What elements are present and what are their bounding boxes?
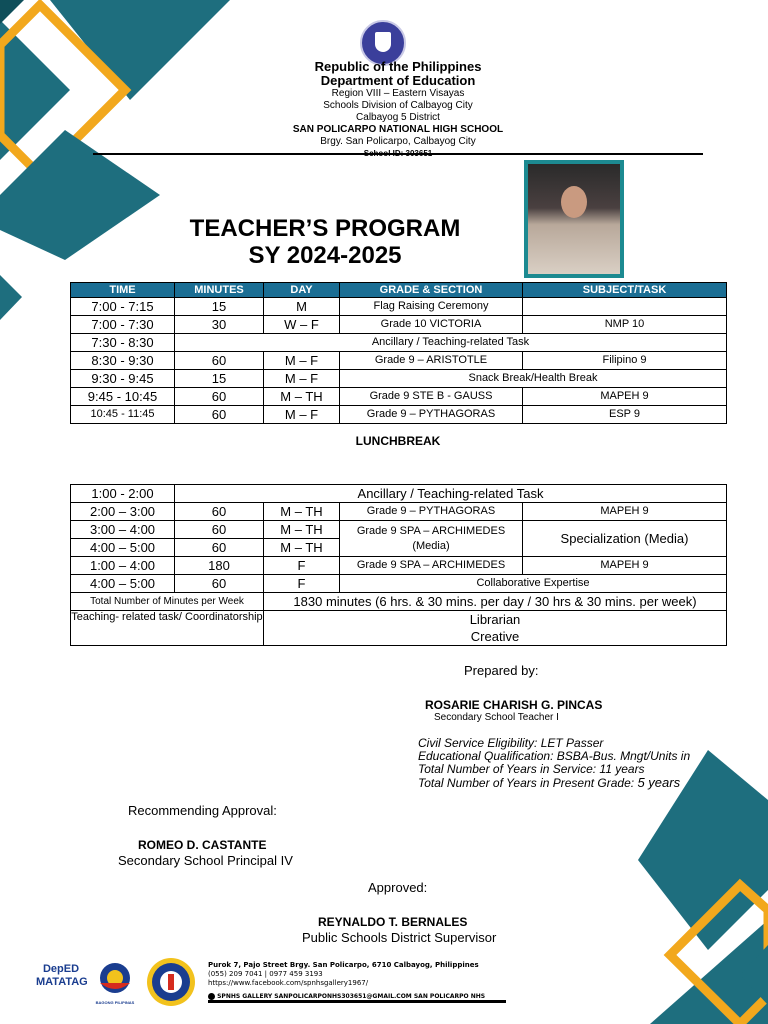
letterhead xyxy=(0,60,768,160)
footer-phone: (055) 209 7041 | 0977 459 3193 xyxy=(208,970,323,978)
section-cell: Grade 9 – ARISTOTLE xyxy=(340,352,523,370)
region-text: Region VIII – Eastern Visayas xyxy=(331,88,465,99)
approver-position: Public Schools District Supervisor xyxy=(302,930,497,945)
recommender-name: ROMEO D. CASTANTE xyxy=(138,838,267,852)
years-grade-text xyxy=(418,776,690,790)
column-header: TIME xyxy=(71,283,175,298)
morning-schedule-table xyxy=(70,282,727,424)
years-grade-label: Total Number of Years in Present Grade: xyxy=(418,776,635,790)
task-cell: Ancillary / Teaching-related Task xyxy=(175,334,727,352)
years-grade-value: 5 years xyxy=(637,775,681,790)
subject-cell: Filipino 9 xyxy=(523,352,727,370)
time-cell: 9:30 - 9:45 xyxy=(71,370,175,388)
day-cell: F xyxy=(264,575,340,593)
prepared-by-label: Prepared by: xyxy=(464,663,539,678)
top-left-decoration xyxy=(0,0,240,330)
years-service-text: Total Number of Years in Service: 11 years xyxy=(418,762,645,776)
table-row xyxy=(71,503,727,521)
column-header: SUBJECT/TASK xyxy=(523,283,727,298)
section-cell: Flag Raising Ceremony xyxy=(340,298,523,316)
time-cell: 10:45 - 11:45 xyxy=(71,406,175,424)
table-row xyxy=(71,334,727,352)
time-cell: 2:00 – 3:00 xyxy=(71,503,175,521)
table-row xyxy=(71,298,727,316)
table-row xyxy=(71,557,727,575)
task-librarian: Librarian xyxy=(469,612,521,627)
total-minutes-label: Total Number of Minutes per Week xyxy=(71,593,264,611)
afternoon-schedule-table xyxy=(70,484,727,646)
school-seal-logo xyxy=(146,957,196,1007)
section-cell: Grade 9 SPA – ARCHIMEDES xyxy=(340,557,523,575)
facebook-icon xyxy=(208,993,215,1000)
table-row xyxy=(71,316,727,334)
division-text: Schools Division of Calbayog City xyxy=(323,100,473,111)
table-header-row xyxy=(71,283,727,298)
column-header: DAY xyxy=(264,283,340,298)
footer xyxy=(20,955,510,1010)
column-header: GRADE & SECTION xyxy=(340,283,523,298)
time-cell: 4:00 – 5:00 xyxy=(71,539,175,557)
subject-cell: MAPEH 9 xyxy=(523,388,727,406)
time-cell: 3:00 – 4:00 xyxy=(71,521,175,539)
day-cell: M – TH xyxy=(264,539,340,557)
page-title xyxy=(160,215,490,269)
footer-rule xyxy=(208,1000,506,1003)
preparer-position: Secondary School Teacher I xyxy=(434,712,559,723)
time-cell: 1:00 – 4:00 xyxy=(71,557,175,575)
eligibility-text: Civil Service Eligibility: LET Passer xyxy=(418,736,604,750)
day-cell: W – F xyxy=(264,316,340,334)
table-row xyxy=(71,611,727,646)
minutes-cell: 15 xyxy=(175,370,264,388)
time-cell: 1:00 - 2:00 xyxy=(71,485,175,503)
school-name: SAN POLICARPO NATIONAL HIGH SCHOOL xyxy=(292,124,504,135)
district-text: Calbayog 5 District xyxy=(356,112,440,123)
deped-matatag-logo: DepED MATATAG xyxy=(36,963,88,988)
task-cell: Collaborative Expertise xyxy=(340,575,727,593)
title-line-1: TEACHER’S PROGRAM xyxy=(189,215,461,242)
table-row xyxy=(71,388,727,406)
time-cell: 8:30 - 9:30 xyxy=(71,352,175,370)
minutes-cell: 60 xyxy=(175,352,264,370)
subject-cell: NMP 10 xyxy=(523,316,727,334)
subject-cell: Specialization (Media) xyxy=(523,521,727,557)
section-cell: Grade 9 – PYTHAGORAS xyxy=(340,503,523,521)
minutes-cell: 60 xyxy=(175,503,264,521)
teaching-task-label: Teaching- related task/ Coordinatorship xyxy=(71,611,264,646)
day-cell: F xyxy=(264,557,340,575)
minutes-cell: 15 xyxy=(175,298,264,316)
table-row xyxy=(71,593,727,611)
day-cell: M – TH xyxy=(264,503,340,521)
approver-name: REYNALDO T. BERNALES xyxy=(318,915,468,929)
footer-contact xyxy=(208,961,485,1001)
footer-socials: SPNHS GALLERY SANPOLICARPONHS303651@GMAIL.COM SAN POLICARPO NHS xyxy=(208,992,485,1001)
department-text: Department of Education xyxy=(320,73,476,88)
table-row xyxy=(71,521,727,539)
time-cell: 4:00 – 5:00 xyxy=(71,575,175,593)
preparer-credentials xyxy=(418,737,690,790)
section-cell: Grade 9 SPA – ARCHIMEDES (Media) xyxy=(340,521,523,557)
time-cell: 7:30 - 8:30 xyxy=(71,334,175,352)
republic-text: Republic of the Philippines xyxy=(314,59,482,74)
time-cell: 7:00 - 7:15 xyxy=(71,298,175,316)
section-cell: Grade 9 STE B - GAUSS xyxy=(340,388,523,406)
subject-cell: MAPEH 9 xyxy=(523,557,727,575)
section-cell: Grade 9 – PYTHAGORAS xyxy=(340,406,523,424)
day-cell: M – F xyxy=(264,406,340,424)
column-header: MINUTES xyxy=(175,283,264,298)
bagong-pilipinas-logo: BAGONG PILIPINAS xyxy=(94,961,136,1003)
minutes-cell: 60 xyxy=(175,575,264,593)
recommending-label: Recommending Approval: xyxy=(128,803,277,818)
day-cell: M xyxy=(264,298,340,316)
recommender-position: Secondary School Principal IV xyxy=(118,853,293,868)
minutes-cell: 30 xyxy=(175,316,264,334)
section-cell: Grade 10 VICTORIA xyxy=(340,316,523,334)
footer-url: https://www.facebook.com/spnhsgallery1967/ xyxy=(208,979,369,987)
teacher-photo xyxy=(524,160,624,278)
minutes-cell: 60 xyxy=(175,521,264,539)
school-address: Brgy. San Policarpo, Calbayog City xyxy=(320,136,476,147)
day-cell: M – TH xyxy=(264,521,340,539)
time-cell: 9:45 - 10:45 xyxy=(71,388,175,406)
day-cell: M – F xyxy=(264,352,340,370)
total-minutes-value: 1830 minutes (6 hrs. & 30 mins. per day / 30 hrs & 30 mins. per week) xyxy=(264,593,727,611)
title-line-2: SY 2024-2025 xyxy=(248,242,402,269)
task-cell: Ancillary / Teaching-related Task xyxy=(175,485,727,503)
subject-cell: ESP 9 xyxy=(523,406,727,424)
day-cell: M – F xyxy=(264,370,340,388)
lunchbreak-label: LUNCHBREAK xyxy=(355,434,441,448)
time-cell: 7:00 - 7:30 xyxy=(71,316,175,334)
footer-address: Purok 7, Pajo Street Brgy. San Policarpo, 6710 Calbayog, Philippines xyxy=(208,961,479,969)
table-row xyxy=(71,575,727,593)
minutes-cell: 180 xyxy=(175,557,264,575)
subject-cell: MAPEH 9 xyxy=(523,503,727,521)
day-cell: M – TH xyxy=(264,388,340,406)
task-cell: Snack Break/Health Break xyxy=(340,370,727,388)
approved-label: Approved: xyxy=(368,880,428,895)
table-row xyxy=(71,352,727,370)
task-creative: Creative xyxy=(470,629,520,644)
minutes-cell: 60 xyxy=(175,406,264,424)
table-row xyxy=(71,406,727,424)
minutes-cell: 60 xyxy=(175,388,264,406)
qualification-text: Educational Qualification: BSBA-Bus. Mngt/Units in xyxy=(418,749,691,763)
header-rule xyxy=(93,153,703,155)
table-row xyxy=(71,485,727,503)
bottom-right-decoration xyxy=(590,750,768,1024)
teaching-task-values xyxy=(264,611,727,646)
minutes-cell: 60 xyxy=(175,539,264,557)
table-row xyxy=(71,370,727,388)
preparer-name: ROSARIE CHARISH G. PINCAS xyxy=(425,698,603,712)
subject-cell xyxy=(523,298,727,316)
